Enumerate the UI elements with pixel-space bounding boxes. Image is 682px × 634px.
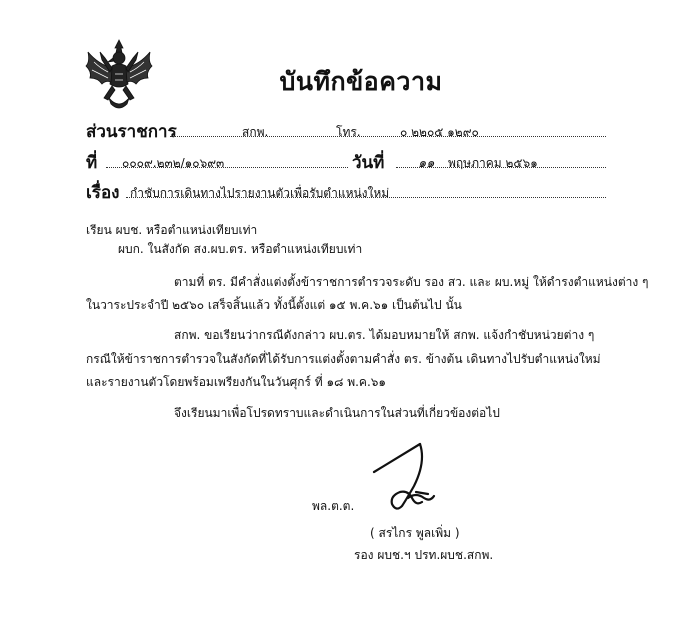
signer-rank: พล.ต.ต. bbox=[312, 499, 355, 513]
date-label: วันที่ bbox=[352, 153, 385, 173]
paragraph-1-line-2: ในวาระประจำปี ๒๕๖๐ เสร็จสิ้นแล้ว ทั้งนี้ตั้งแต่ ๑๕ พ.ค.๖๑ เป็นต้นไป นั้น bbox=[86, 298, 462, 312]
signer-position: รอง ผบช.ฯ ปรท.ผบช.สกพ. bbox=[354, 548, 494, 562]
paragraph-2-line-3: และรายงานตัวโดยพร้อมเพรียงกันในวันศุกร์ ที่ ๑๘ พ.ค.๖๑ bbox=[86, 375, 386, 389]
signer-name: ( สรไกร พูลเพิ่ม ) bbox=[370, 526, 460, 540]
agency-label: ส่วนราชการ bbox=[86, 122, 177, 142]
agency-dotted-line bbox=[170, 136, 606, 137]
ref-label: ที่ bbox=[86, 153, 98, 173]
memo-title: บันทึกข้อความ bbox=[279, 67, 443, 96]
date-day: ๑๑ bbox=[418, 156, 435, 171]
paragraph-2-line-1: สกพ. ขอเรียนว่ากรณีดังกล่าว ผบ.ตร. ได้มอบหมายให้ สกพ. แจ้งกำชับหน่วยต่าง ๆ bbox=[174, 328, 595, 342]
ref-value: ๐๐๐๙.๒๓๒/๑๐๖๙๓ bbox=[122, 156, 225, 170]
phone-label: โทร. bbox=[336, 125, 361, 139]
paragraph-2-line-2: กรณีให้ข้าราชการตำรวจในสังกัดที่ได้รับการแต่งตั้งตามคำสั่ง ตร. ข้างต้น เดินทางไปรับตำแหน่งใหม่ bbox=[86, 352, 601, 366]
paragraph-3-line-1: จึงเรียนมาเพื่อโปรดทราบและดำเนินการในส่วนที่เกี่ยวข้องต่อไป bbox=[174, 406, 500, 420]
subject-label: เรื่อง bbox=[86, 183, 120, 203]
agency-value: สกพ. bbox=[242, 125, 269, 139]
date-month-year: พฤษภาคม ๒๕๖๑ bbox=[448, 156, 538, 170]
handwritten-signature-icon bbox=[350, 432, 460, 524]
paragraph-1-line-1: ตามที่ ตร. มีคำสั่งแต่งตั้งข้าราชการตำรวจระดับ รอง สว. และ ผบ.หมู่ ให้ดำรงตำแหน่งต่าง ๆ bbox=[174, 275, 649, 289]
salutation-line-2: ผบก. ในสังกัด สง.ผบ.ตร. หรือตำแหน่งเทียบเท่า bbox=[118, 242, 363, 256]
phone-value: ๐ ๒๒๐๕ ๑๒๙๐ bbox=[400, 125, 479, 139]
salutation-line-1: เรียน ผบช. หรือตำแหน่งเทียบเท่า bbox=[86, 223, 258, 237]
subject-value: กำชับการเดินทางไปรายงานตัวเพื่อรับตำแหน่งใหม่ bbox=[130, 186, 390, 200]
